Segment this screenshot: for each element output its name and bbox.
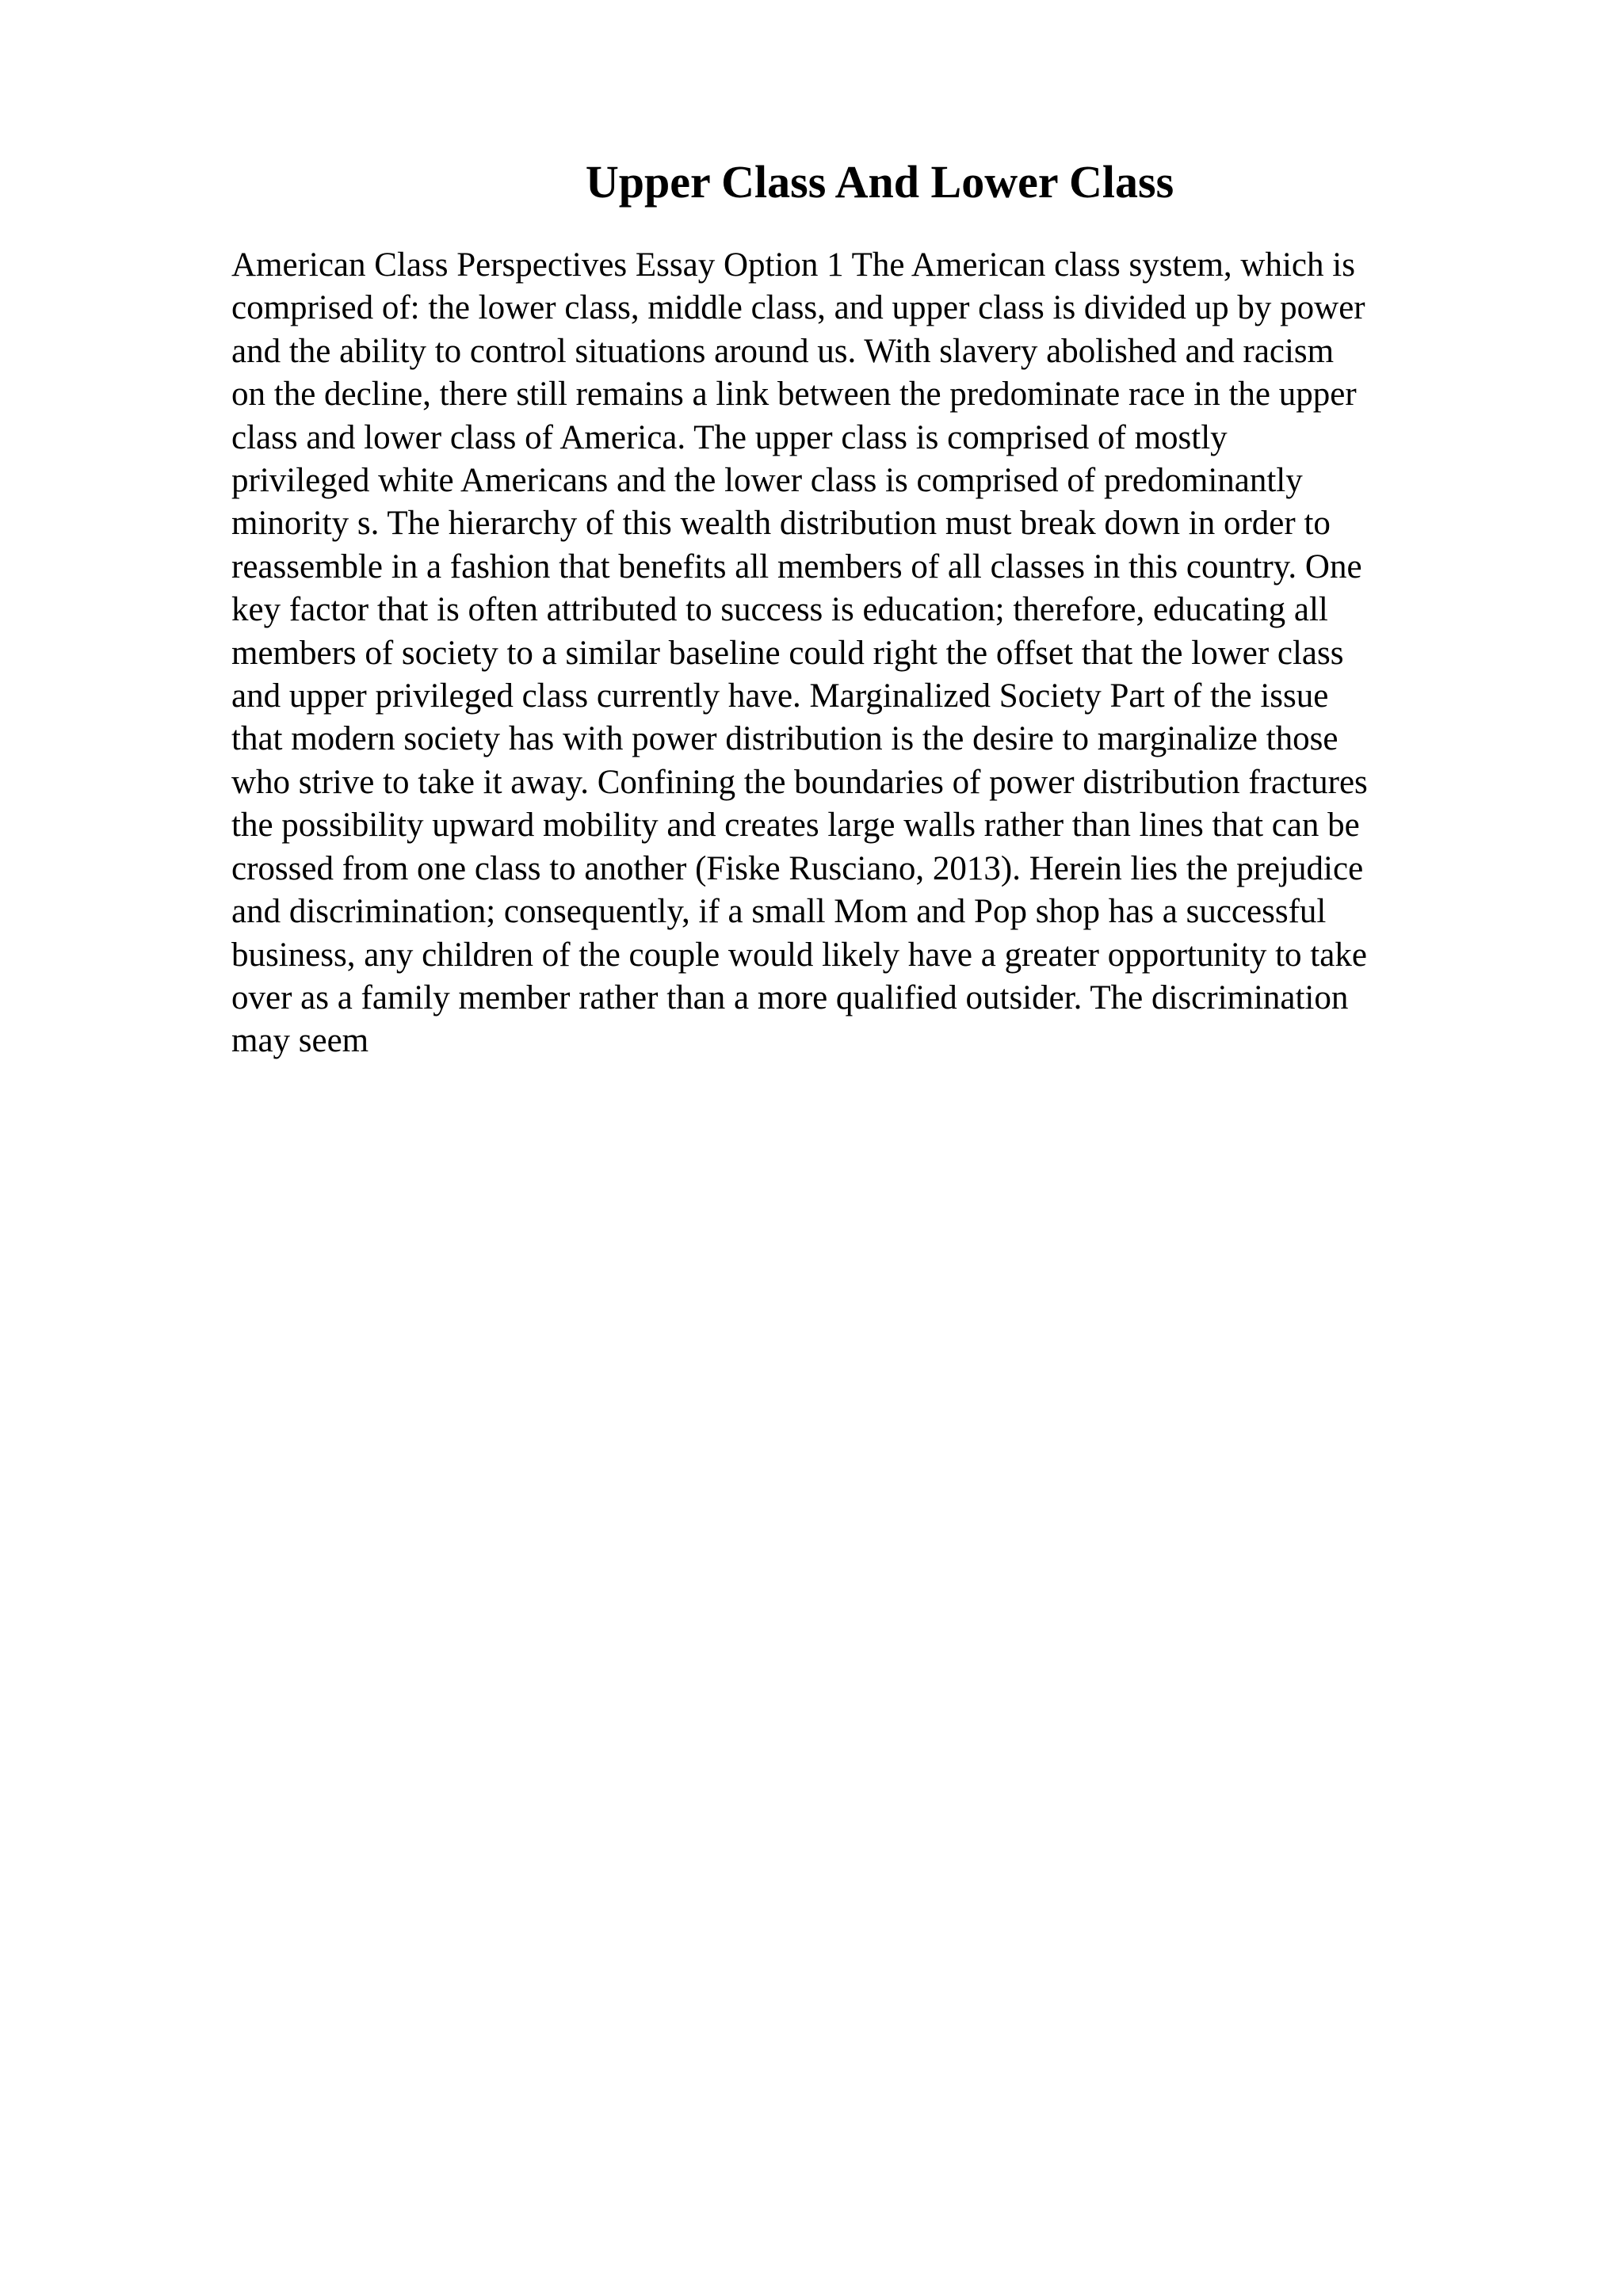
text-line: class and lower class of America. The upper class is comprised of mostly xyxy=(231,418,1228,456)
text-line: may seem xyxy=(231,1022,369,1060)
text-line: minority s. The hierarchy of this wealth distribution must break down in order to xyxy=(231,505,1331,543)
essay-body xyxy=(231,244,1499,1063)
text-line: business, any children of the couple would likely have a greater opportunity to take xyxy=(231,936,1367,974)
text-line: and the ability to control situations around us. With slavery abolished and racism xyxy=(231,332,1335,370)
text-line: that modern society has with power distribution is the desire to marginalize those xyxy=(231,720,1338,758)
text-line: over as a family member rather than a more qualified outsider. The discrimination xyxy=(231,978,1349,1016)
document-title: Upper Class And Lower Class xyxy=(585,156,1174,208)
text-line: reassemble in a fashion that benefits all members of all classes in this country. One xyxy=(231,547,1362,585)
text-line: key factor that is often attributed to success is education; therefore, educating all xyxy=(231,591,1328,629)
text-line: members of society to a similar baseline could right the offset that the lower class xyxy=(231,634,1344,672)
text-line: comprised of: the lower class, middle class, and upper class is divided up by power xyxy=(231,289,1365,327)
text-line: on the decline, there still remains a link between the predominate race in the upper xyxy=(231,376,1357,414)
text-line: American Class Perspectives Essay Option 1 The American class system, which is xyxy=(231,246,1355,284)
text-line: privileged white Americans and the lower class is comprised of predominantly xyxy=(231,462,1303,500)
text-line: the possibility upward mobility and creates large walls rather than lines that can be xyxy=(231,807,1360,845)
text-line: crossed from one class to another (Fiske Rusciano, 2013). Herein lies the prejudice xyxy=(231,849,1364,887)
text-line: who strive to take it away. Confining the boundaries of power distribution fractures xyxy=(231,763,1368,801)
text-line: and discrimination; consequently, if a small Mom and Pop shop has a successful xyxy=(231,893,1327,931)
text-line: and upper privileged class currently have. Marginalized Society Part of the issue xyxy=(231,677,1329,715)
